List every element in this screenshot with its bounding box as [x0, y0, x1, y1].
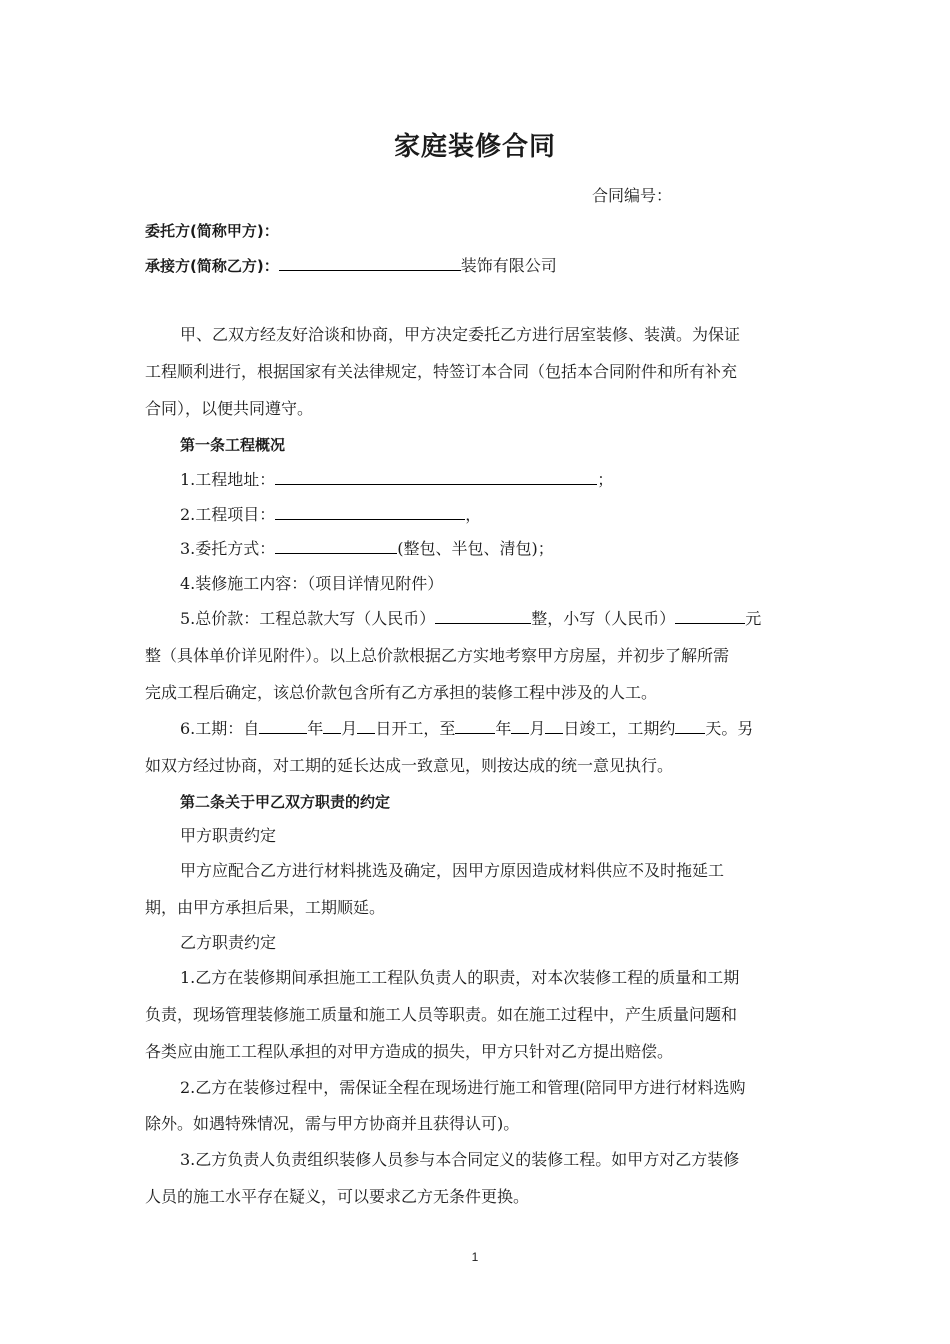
article-1-item-1: [180, 469, 613, 491]
intro-line-3: 合同），以便共同遵守。: [145, 399, 314, 418]
item-5-line-3: 完成工程后确定，该总价款包含所有乙方承担的装修工程中涉及的人工。: [145, 683, 658, 702]
item-1-label: 1.工程地址：: [180, 470, 276, 489]
intro-line-2: 工程顺利进行，根据国家有关法律规定，特签订本合同（包括本合同附件和所有补充: [145, 362, 738, 381]
item-6-line-2: 如双方经过协商，对工期的延长达成一致意见，则按达成的统一意见执行。: [145, 756, 674, 775]
party-b-suffix: 装饰有限公司: [460, 256, 557, 275]
end-month-blank: [511, 718, 529, 734]
party-b-duty-2-line-1: 2.乙方在装修过程中，需保证全程在现场进行施工和管理(陪同甲方进行材料选购: [180, 1078, 746, 1097]
item-1-end: ；: [597, 470, 614, 489]
item-3-end: (整包、半包、清包)；: [397, 539, 554, 558]
project-blank: [275, 504, 465, 520]
contract-number-label: 合同编号：: [592, 186, 673, 205]
item-6-start-label: 日开工，至: [375, 719, 456, 738]
party-b-duties-heading: 乙方职责约定: [180, 933, 277, 952]
start-day-blank: [357, 718, 375, 734]
address-blank: [275, 469, 597, 485]
party-b-duty-3-line-1: 3.乙方负责人负责组织装修人员参与本合同定义的装修工程。如甲方对乙方装修: [180, 1150, 740, 1169]
item-3-label: 3.委托方式：: [180, 539, 276, 558]
party-b-duty-3-line-2: 人员的施工水平存在疑义，可以要求乙方无条件更换。: [145, 1187, 530, 1206]
party-b-duty-1-line-3: 各类应由施工工程队承担的对甲方造成的损失，甲方只针对乙方提出赔偿。: [145, 1042, 674, 1061]
party-a-label: 委托方(简称甲方)：: [145, 222, 279, 240]
document-title: 家庭装修合同: [393, 132, 556, 162]
article-1-heading: 第一条工程概况: [180, 436, 286, 454]
start-year-blank: [259, 718, 307, 734]
start-month-blank: [323, 718, 341, 734]
end-day-blank: [545, 718, 563, 734]
intro-line-1: 甲、乙双方经友好洽谈和协商，甲方决定委托乙方进行居室装修、装潢。为保证: [180, 325, 741, 344]
item-5-part-a: 5.总价款：工程总款大写（人民币）: [180, 609, 436, 628]
item-6-month-label: 月: [341, 719, 358, 738]
article-1-item-2: [180, 504, 481, 526]
article-1-item-4: 4.装修施工内容：（项目详情见附件）: [180, 574, 444, 593]
item-2-label: 2.工程项目：: [180, 505, 276, 524]
party-b-label: 承接方(简称乙方)：: [145, 257, 279, 275]
party-a-duties-line-1: 甲方应配合乙方进行材料挑选及确定，因甲方原因造成材料供应不及时拖延工: [180, 861, 725, 880]
party-a-duties-heading: 甲方职责约定: [180, 826, 277, 845]
party-b-blank: [279, 255, 461, 271]
item-6-end-label: 日竣工，工期约: [563, 719, 676, 738]
article-1-item-3: [180, 538, 554, 560]
total-uppercase-blank: [435, 608, 531, 624]
article-1-item-5: [180, 608, 761, 630]
total-lowercase-blank: [675, 608, 745, 624]
party-b-duty-1-line-1: 1.乙方在装修期间承担施工工程队负责人的职责，对本次装修工程的质量和工期: [180, 968, 740, 987]
item-6-end-month-label: 月: [529, 719, 546, 738]
method-blank: [275, 538, 397, 554]
duration-blank: [675, 718, 705, 734]
item-5-part-c: 元: [745, 609, 762, 628]
end-year-blank: [455, 718, 495, 734]
party-b-line: [145, 255, 557, 277]
item-6-end-year-label: 年: [495, 719, 512, 738]
page-number: 1: [471, 1250, 479, 1264]
item-6-days-label: 天。另: [705, 719, 754, 738]
item-6-part-a: 6.工期：自: [180, 719, 260, 738]
party-b-duty-2-line-2: 除外。如遇特殊情况，需与甲方协商并且获得认可)。: [145, 1114, 520, 1133]
item-5-line-2: 整（具体单价详见附件）。以上总价款根据乙方实地考察甲方房屋，并初步了解所需: [145, 646, 730, 665]
item-2-end: ，: [465, 505, 482, 524]
article-1-item-6: [180, 718, 753, 740]
party-a-duties-line-2: 期，由甲方承担后果，工期顺延。: [145, 898, 386, 917]
article-2-heading: 第二条关于甲乙双方职责的约定: [180, 793, 391, 811]
item-5-part-b: 整，小写（人民币）: [531, 609, 676, 628]
party-b-duty-1-line-2: 负责，现场管理装修施工质量和施工人员等职责。如在施工过程中，产生质量问题和: [145, 1005, 738, 1024]
item-6-year-label: 年: [307, 719, 324, 738]
